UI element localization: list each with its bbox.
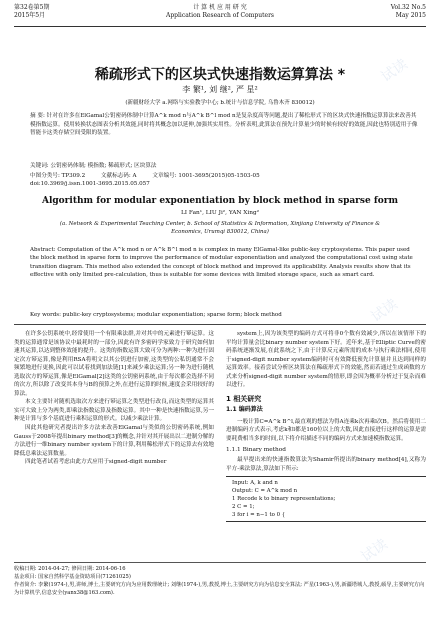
english-title: Algorithm for modular exponentiation by block method in sparse form — [41, 196, 398, 206]
watermark: 试读 — [378, 56, 411, 86]
header-right — [391, 4, 426, 20]
volume-issue: 第32卷第5期 — [14, 4, 50, 11]
watermark: 试读 — [368, 296, 401, 326]
fund-info: 基金项目: 国家自然科学基金资助项目(71261025) — [14, 574, 131, 580]
paper-title: 稀疏形式下的区块式快速指数运算算法 * — [94, 67, 346, 83]
divider — [14, 324, 426, 325]
issue-date-en: May 2015 — [395, 12, 426, 19]
body-paragraph: 一般计算C=A^k B^l,最直观的想法为得A连乘k次再乘l次B。然后将使用二进制编码方式表示,考虑k和l都是160位以上的大数,因此直接进行这样的运算是需要耗费相当多的时间,以下将介绍描述不同的编码方式来加速模指数运算。 — [226, 418, 426, 443]
classification-meta — [30, 171, 420, 179]
body-paragraph: system上,因为该类型的编码方式可将非0个数有效减少,所以在该情形下的平均计算量会比binary number system下好。近年来,基于Elliptic Curve的密码系统逐渐发展,在此系统之下,由于计算反元素所需的成本与执行乘法相同,使用于signed-digit number system编码时可有效降低预先计算量并且达到同样的运算效率。接着尝试分析区块算法在稀疏形式下的效能,然而若通过生成函数的方式来分析signed-digit number system的情形,即会因为概率分析过于复杂而难以进行。 — [226, 331, 426, 389]
algorithm-line: Input: A, k and n — [232, 480, 278, 487]
section-heading: 1 相关研究 — [226, 394, 262, 403]
journal-name-en: Application Research of Computers — [165, 12, 275, 19]
subsection-heading: 1.1 编码算法 — [226, 406, 263, 414]
paper-authors: 李 繁¹, 刘 继², 严 星² — [182, 85, 258, 94]
journal-name-cn: 计 算 机 应 用 研 究 — [193, 4, 247, 11]
watermark: 试读 — [358, 536, 391, 566]
received-date: 收稿日期: 2014-04-27; 修回日期: 2014-06-16 — [14, 566, 126, 572]
english-authors: LI Fan¹, LIU Ji², YAN Xing² — [180, 210, 260, 216]
body-paragraph: 四此笔者试着考虑由此方式应用于signed-digit number — [25, 459, 167, 466]
body-right-column — [226, 330, 426, 522]
subsubsection-heading: 1.1.1 Binary method — [226, 446, 286, 453]
paper-affiliation: (新疆财经大学 a.网络与实验教学中心; b.统计与信息学院, 乌鲁木齐 830012) — [125, 100, 315, 106]
abstract-en: Abstract: Computation of the A^k mod n or A^k B^l mod n is complex in many ElGamal-like public-key cryptosystems. This paper used the block method in sparse form to improve the performance of modular exponentiation and analyzed the computational cost using state transition diagram. This method also extended the concept of block method and improved its applicability. Analysis results show that its effective with only limited pre-calculation, thus is suitable for some devices with limited storage space, such as smart card. — [30, 247, 413, 278]
algorithm-line: 3 for i = n−1 to 0 { — [232, 512, 286, 519]
journal-header — [14, 4, 426, 27]
english-affiliation: (a. Network & Experimental Teaching Center, b. School of Statistics & Information, Xinjiang University of Finance & Economics, Urumqi 830012, China) — [59, 221, 381, 235]
header-center — [14, 4, 426, 20]
keywords-en: Key words: public-key cryptosystems; modular exponentiation; sparse form; block method — [30, 312, 282, 318]
algorithm-line: Output: C = A^k mod n — [232, 488, 298, 495]
abstract-cn: 摘 要: 针对在许多在ElGamal公钥密码体制中计算A^k mod n与A^k B^l mod n是复杂度高等问题,提出了稀松形式下的区块式快速指数运算算法来改善其模指数运算。使用转换状态图表分析其效能,同时将其概念加以延伸,加强其实用性。分析表明,此算法在预先计算量少的时候有较好的效能,因此也特别适用于像智能卡这类存储空间受限的装置。 — [30, 113, 418, 137]
body-paragraph: 因此其他研究者提出许多方法来改善ElGamal与类似的公钥密码系统,例如Gauss于2008年提出binary method[3]的概念,并针对其开展出以二进制分解的方法进行一维binary number system下的计算,利用稀松形式下的运算去有效地降低总乘法运算数量。 — [14, 425, 214, 457]
algorithm-line: 2 C = 1; — [232, 504, 255, 511]
body-left-column — [14, 330, 214, 467]
document-code: 文献标志码: A — [100, 173, 137, 179]
body-paragraph: 本文主要针对随机选取次方来进行幂运算之类型进行改良,而这类型的运算其实可大致上分为两类,即乘法指数运算及指数运算。其中一种是快速指数运算,另一种是计算与多个基底进行乘积运算的形式。以减少乘法计算。 — [14, 399, 214, 423]
volume-issue-en: Vol.32 No.5 — [390, 4, 426, 11]
doi: doi:10.3969/j.issn.1001-3695.2015.05.057 — [30, 181, 150, 187]
issue-date: 2015年5月 — [14, 12, 46, 19]
algorithm-line: 1 Recode k to binary representations; — [232, 496, 336, 503]
body-paragraph: 最早提出来的快速指数算法为Shamir所提出的binary method[4],又称为平方-乘法算法,算法如下所示: — [226, 457, 426, 472]
footnote — [14, 562, 426, 597]
algorithm-box — [226, 476, 426, 522]
author-bio: 作者简介: 李繁(1974-),男,讲师,博士,主要研究方向为应用数理统计; 刘继(1974-),男,教授,博士,主要研究方向为信息安全算法; 严星(1963-),男,新疆塔城人,教授,硕导,主要研究方向为计算机学,信息安全(yanx38@163.com). — [14, 582, 425, 596]
keywords-cn: 关键词: 公钥密码体制; 模指数; 稀疏形式; 区块算法 — [30, 163, 157, 169]
body-paragraph: 在许多公钥系统中,经常使用一个有限乘法群,并对其中的元素进行幂运算。这类的运算通常是该协议中最耗时的一部分,因此有许多密码学家致力于研究如何加速其运算,以达到整体效能的提升。这类的指数运算大致可分为两种:一种为进行固定次方幂运算,像是利用RSA将明文以其公钥进行加密,这类型的公私钥通常不会频繁地进行更换,因此可以试着找到加法链[1]来减少乘法运算;另一种为进行随机选取次方的幂运算,像是ElGamal[2]这类的公钥密码系统,由于每次都会选择不同的次方,所以除了改变其本身与B的预算之外,在进行运算的时候,速度会采用较好的算法。 — [14, 331, 214, 397]
article-number: 文章编号: 1001-3695(2015)05-1503-05 — [152, 173, 260, 179]
clc-number: 中图分类号: TP309.2 — [30, 173, 86, 179]
